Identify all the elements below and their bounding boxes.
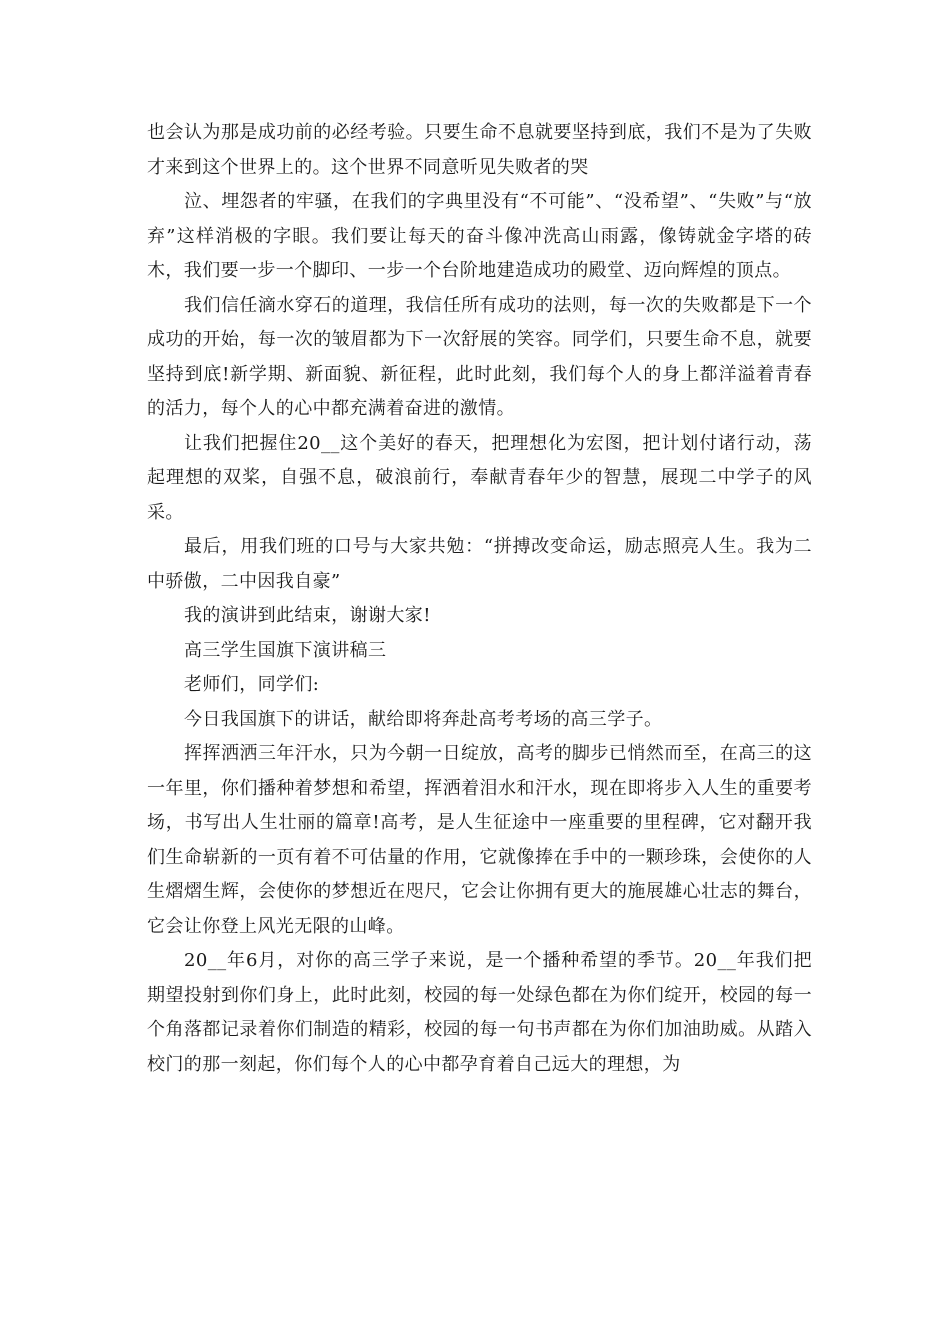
- section-title: 高三学生国旗下演讲稿三: [184, 639, 387, 661]
- closing-line: 我的演讲到此结束，谢谢大家!: [184, 605, 431, 626]
- paragraph-1: 也会认为那是成功前的必经考验。只要生命不息就要坚持到底，我们不是为了失败才来到这个世界上的。这个世界不同意听见失败者的哭: [147, 122, 812, 178]
- salutation: 老师们，同学们:: [184, 674, 320, 695]
- paragraph-11: 20__年6月，对你的高三学子来说，是一个播种希望的季节。20__年我们把期望投射到你们身上，此时此刻，校园的每一处绿色都在为你们绽开，校园的每一个角落都记录着你们制造的精彩，校园的每一句书声都在为你们加油助威。从踏入校门的那一刻起，你们每个人的心中都孕育着自己远大的理想，为: [147, 950, 812, 1075]
- document-body: [147, 116, 812, 1082]
- paragraph-9: 今日我国旗下的讲话，献给即将奔赴高考考场的高三学子。: [184, 708, 663, 730]
- paragraph-3: 我们信任滴水穿石的道理，我信任所有成功的法则，每一次的失败都是下一个成功的开始，每一次的皱眉都为下一次舒展的笑容。同学们，只要生命不息，就要坚持到底!新学期、新面貌、新征程，此时此刻，我们每个人的身上都洋溢着青春的活力，每个人的心中都充满着奋进的激情。: [147, 294, 812, 419]
- paragraph-10: 挥挥洒洒三年汗水，只为今朝一日绽放，高考的脚步已悄然而至，在高三的这一年里，你们播种着梦想和希望，挥洒着泪水和汗水，现在即将步入人生的重要考场，书写出人生壮丽的篇章!高考，是人生征途中一座重要的里程碑，它对翻开我们生命崭新的一页有着不可估量的作用，它就像捧在手中的一颗珍珠，会使你的人生熠熠生辉，会使你的梦想近在咫尺，它会让你拥有更大的施展雄心壮志的舞台，它会让你登上风光无限的山峰。: [147, 743, 812, 937]
- paragraph-2: 泣、埋怨者的牢骚，在我们的字典里没有“不可能”、“没希望”、“失败”与“放弃”这样消极的字眼。我们要让每天的奋斗像冲洗高山雨露，像铸就金字塔的砖木，我们要一步一个脚印、一步一个台阶地建造成功的殿堂、迈向辉煌的顶点。: [147, 191, 812, 281]
- paragraph-4: 让我们把握住20__这个美好的春天，把理想化为宏图，把计划付诸行动，荡起理想的双桨，自强不息，破浪前行，奉献青春年少的智慧，展现二中学子的风采。: [147, 432, 812, 523]
- paragraph-5: 最后，用我们班的口号与大家共勉：“拼搏改变命运，励志照亮人生。我为二中骄傲，二中因我自豪”: [147, 536, 812, 592]
